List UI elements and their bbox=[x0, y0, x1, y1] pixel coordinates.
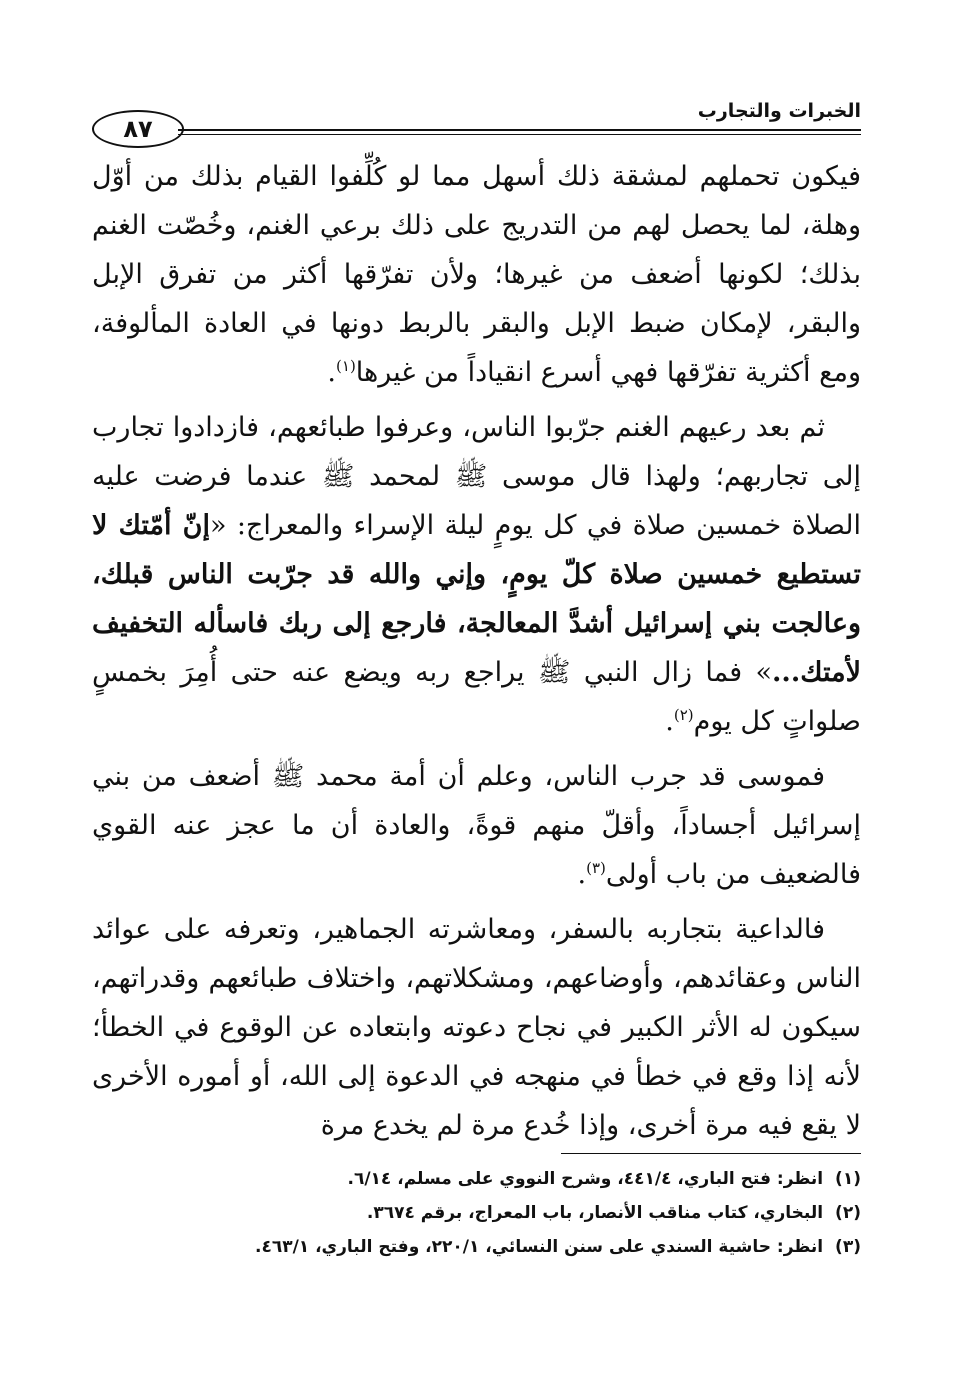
footnote-text: البخاري، كتاب مناقب الأنصار، باب المعراج، برقم ٣٦٧٤. bbox=[366, 1203, 824, 1223]
paragraph-1 bbox=[92, 152, 861, 397]
footnote-ref-2[interactable]: (٢) bbox=[673, 706, 694, 724]
paragraph-1-text: فيكون تحملهم لمشقة ذلك أسهل مما لو كُلِّفوا القيام بذلك من أوّل وهلة، لما يحصل لهم من التدريج على ذلك برعي الغنم، وخُصّت الغنم بذلك؛ لكونها أضعف من غيرها؛ ولأن تفرّقها أكثر من تفرق الإبل والبقر، لإمكان ضبط الإبل والبقر بالربط دونها في العادة المألوفة، ومع أكثرية تفرّقها فهي أسرع انقياداً من غيرها bbox=[92, 161, 861, 388]
footnote-text: انظر: حاشية السندي على سنن النسائي، ٢٢٠/١، وفتح الباري، ٤٦٣/١. bbox=[254, 1237, 824, 1257]
paragraph-2-text-b: » فما زال النبي ﷺ يراجع ربه ويضع عنه حتى أُمِرَ بخمسٍ صلواتٍ كل يوم bbox=[92, 657, 861, 737]
page-number bbox=[92, 110, 184, 148]
footnote-number: (٢) bbox=[835, 1203, 861, 1223]
hadith-quote: إنّ أمّتك لا تستطيع خمسين صلاة كلّ يومٍ، وإني والله قد جرّبت الناس قبلك، وعالجت بني إسرائيل أشدَّ المعالجة، فارجع إلى ربك فاسأله التخفيف لأمتك... bbox=[92, 510, 861, 688]
footnote-2 bbox=[92, 1196, 861, 1230]
footnote-3 bbox=[92, 1230, 861, 1264]
footnote-number: (١) bbox=[835, 1169, 861, 1189]
footnote-1 bbox=[92, 1162, 861, 1196]
paragraph-1-end: . bbox=[327, 357, 337, 388]
paragraph-2-end: . bbox=[665, 706, 674, 737]
paragraph-4-text: فالداعية بتجاربه بالسفر، ومعاشرته الجماهير، وتعرفه على عوائد الناس وعقائدهم، وأوضاعهم، ومشكلاتهم، واختلاف طبائعهم وقدراتهم، سيكون له الأثر الكبير في نجاح دعوته وابتعاده عن الوقوع في الخطأ؛ لأنه إذا وقع في خطأ في منهجه في الدعوة إلى الله، أو أموره الأخرى لا يقع فيه مرة أخرى، وإذا خُدع مرة لم يخدع مرة bbox=[92, 914, 861, 1141]
paragraph-3 bbox=[92, 752, 861, 899]
paragraph-3-text: فموسى قد جرب الناس، وعلم أن أمة محمد ﷺ أضعف من بني إسرائيل أجساداً، وأقلّ منهم قوةً، والعادة أن ما عجز عنه القوي فالضعيف من باب أولى bbox=[92, 761, 861, 890]
footnote-number: (٣) bbox=[835, 1237, 861, 1257]
body-text bbox=[92, 152, 861, 1150]
page-number-text: ٨٧ bbox=[123, 115, 153, 143]
footnote-text: انظر: فتح الباري، ٤٤١/٤، وشرح النووي على مسلم، ٦/١٤. bbox=[347, 1169, 824, 1189]
paragraph-4 bbox=[92, 905, 861, 1150]
paragraph-3-end: . bbox=[577, 859, 587, 890]
footnote-ref-1[interactable]: (١) bbox=[336, 357, 356, 375]
footnotes bbox=[92, 1162, 861, 1264]
running-title: الخبرات والتجارب bbox=[697, 100, 861, 122]
header-rule-thin bbox=[178, 134, 861, 135]
footnote-ref-3[interactable]: (٣) bbox=[586, 859, 606, 877]
paragraph-2 bbox=[92, 403, 861, 746]
footnote-rule bbox=[561, 1153, 861, 1154]
header-rule bbox=[178, 129, 861, 131]
paragraph-2-text-a: ثم بعد رعيهم الغنم جرّبوا الناس، وعرفوا طبائعهم، فازدادوا تجارب إلى تجاربهم؛ ولهذا قال موسى ﷺ لمحمد ﷺ عندما فرضت عليه الصلاة خمسين صلاة في كل يومٍ ليلة الإسراء والمعراج: « bbox=[92, 412, 861, 541]
